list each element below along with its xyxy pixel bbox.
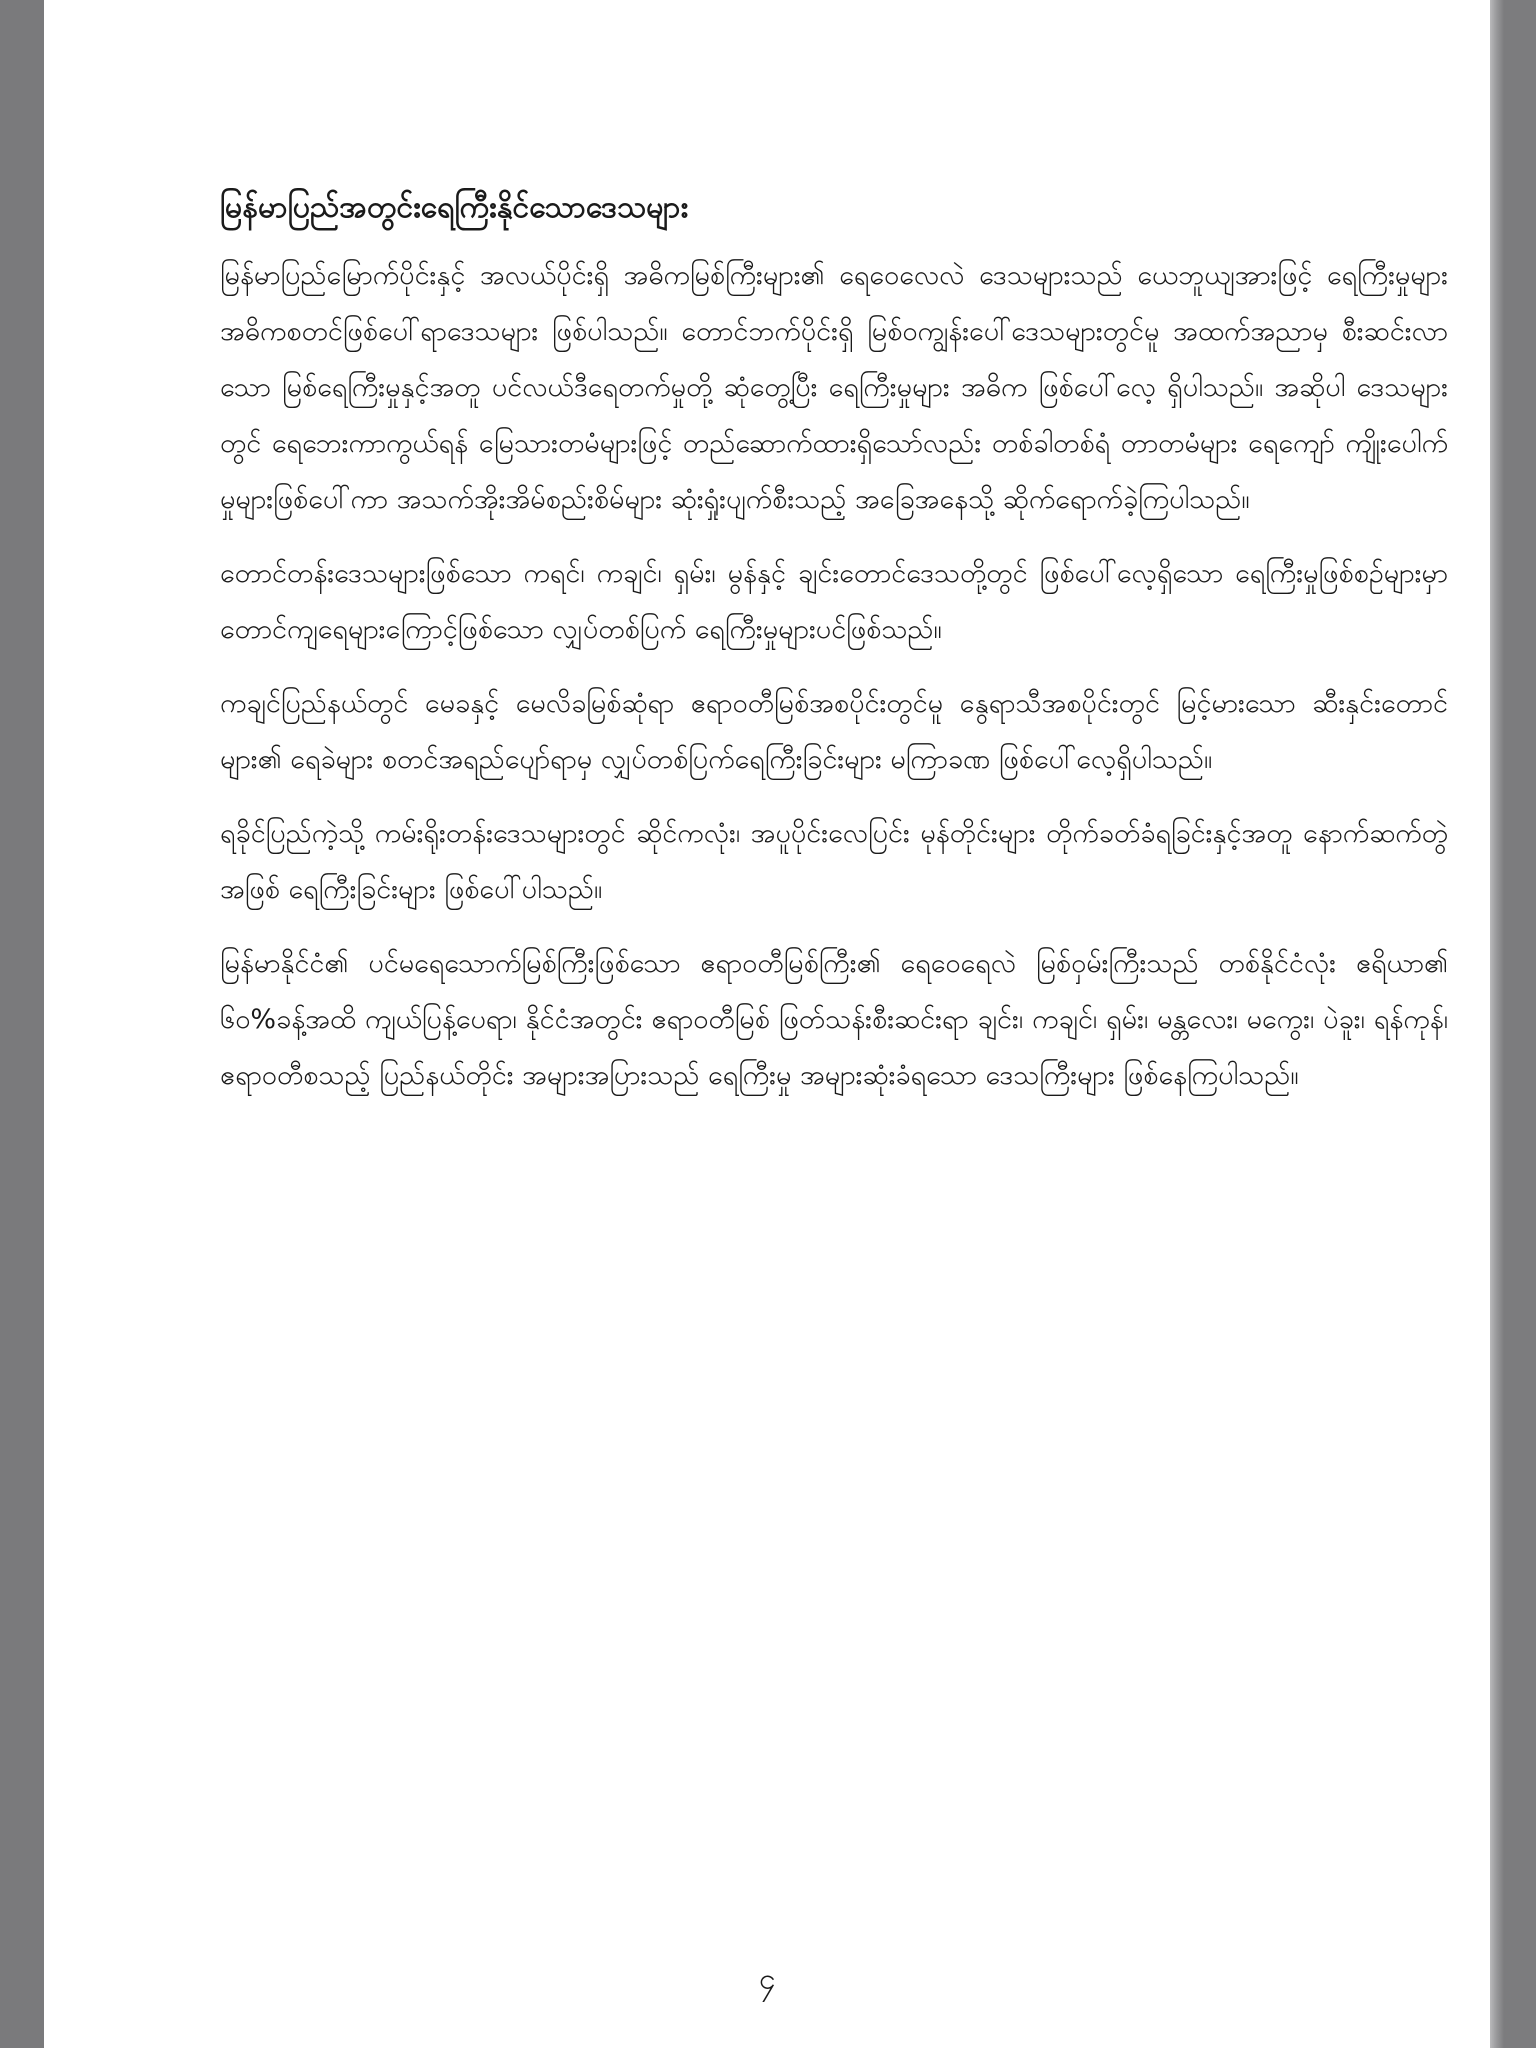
document-page [44, 0, 1490, 2048]
viewer-right-margin [1490, 0, 1536, 2048]
paragraph-4: ရခိုင်ပြည်ကဲ့သို့ ကမ်းရိုးတန်းဒေသများတွင် ဆိုင်ကလုံး၊ အပူပိုင်းလေပြင်း မုန်တိုင်းများ တိုက်ခတ်ခံရခြင်းနှင့်အတူ နောက်ဆက်တွဲအဖြစ် ရေကြီးခြင်းများ ဖြစ်ပေါ်ပါသည်။ [220, 818, 1448, 905]
paragraph-5: မြန်မာနိုင်ငံ၏ ပင်မရေသောက်မြစ်ကြီးဖြစ်သော ဧရာဝတီမြစ်ကြီး၏ ရေဝေရေလဲ မြစ်ဝှမ်းကြီးသည် တစ်နိုင်ငံလုံး ဧရိယာ၏ ၆၀%ခန့်အထိ ကျယ်ပြန့်ပေရာ၊ နိုင်ငံအတွင်း ဧရာဝတီမြစ် ဖြတ်သန်းစီးဆင်းရာ ချင်း၊ ကချင်၊ ရှမ်း၊ မန္တလေး၊ မကွေး၊ ပဲခူး၊ ရန်ကုန်၊ ဧရာဝတီစသည့် ပြည်နယ်တိုင်း အများအပြားသည် ရေကြီးမှု အများဆုံးခံရသော ဒေသကြီးများ ဖြစ်နေကြပါသည်။ [220, 948, 1448, 1091]
page-number: ၄ [758, 1962, 776, 1997]
section-heading: မြန်မာပြည်အတွင်းရေကြီးနိုင်သောဒေသများ [220, 190, 689, 225]
paragraph-1: မြန်မာပြည်မြောက်ပိုင်းနှင့် အလယ်ပိုင်းရှိ အဓိကမြစ်ကြီးများ၏ ရေဝေလေလဲ ဒေသများသည် ယေဘူယျအားဖြင့် ရေကြီးမှုများ အဓိကစတင်ဖြစ်ပေါ်ရာဒေသများ ဖြစ်ပါသည်။ တောင်ဘက်ပိုင်းရှိ မြစ်ဝကျွန်းပေါ်ဒေသများတွင်မူ အထက်အညာမှ စီးဆင်းလာသော မြစ်ရေကြီးမှုနှင့်အတူ ပင်လယ်ဒီရေတက်မှုတို့ ဆုံတွေ့ပြီး ရေကြီးမှုများ အဓိက ဖြစ်ပေါ်လေ့ ရှိပါသည်။ အဆိုပါ ဒေသများတွင် ရေဘေးကာကွယ်ရန် မြေသားတမံများဖြင့် တည်ဆောက်ထားရှိသော်လည်း တစ်ခါတစ်ရံ တာတမံများ ရေကျော် ကျိုးပေါက်မှုများဖြစ်ပေါ်ကာ အသက်အိုးအိမ်စည်းစိမ်များ ဆုံးရှုံးပျက်စီးသည့် အခြေအနေသို့ ဆိုက်ရောက်ခဲ့ကြပါသည်။ [220, 260, 1448, 515]
viewer-left-margin [0, 0, 44, 2048]
page-content [220, 186, 1448, 1122]
paragraph-3: ကချင်ပြည်နယ်တွင် မေခနှင့် မေလိခမြစ်ဆုံရာ ဧရာဝတီမြစ်အစပိုင်းတွင်မူ နွေရာသီအစပိုင်းတွင် မြင့်မားသော ဆီးနှင်းတောင်များ၏ ရေခဲများ စတင်အရည်ပျော်ရာမှ လျှပ်တစ်ပြက်ရေကြီးခြင်းများ မကြာခဏ ဖြစ်ပေါ်လေ့ရှိပါသည်။ [220, 688, 1448, 775]
paragraph-2: တောင်တန်းဒေသများဖြစ်သော ကရင်၊ ကချင်၊ ရှမ်း၊ မွန်နှင့် ချင်းတောင်ဒေသတို့တွင် ဖြစ်ပေါ်လေ့ရှိသော ရေကြီးမှုဖြစ်စဉ်များမှာ တောင်ကျရေများကြောင့်ဖြစ်သော လျှပ်တစ်ပြက် ရေကြီးမှုများပင်ဖြစ်သည်။ [220, 558, 1448, 645]
